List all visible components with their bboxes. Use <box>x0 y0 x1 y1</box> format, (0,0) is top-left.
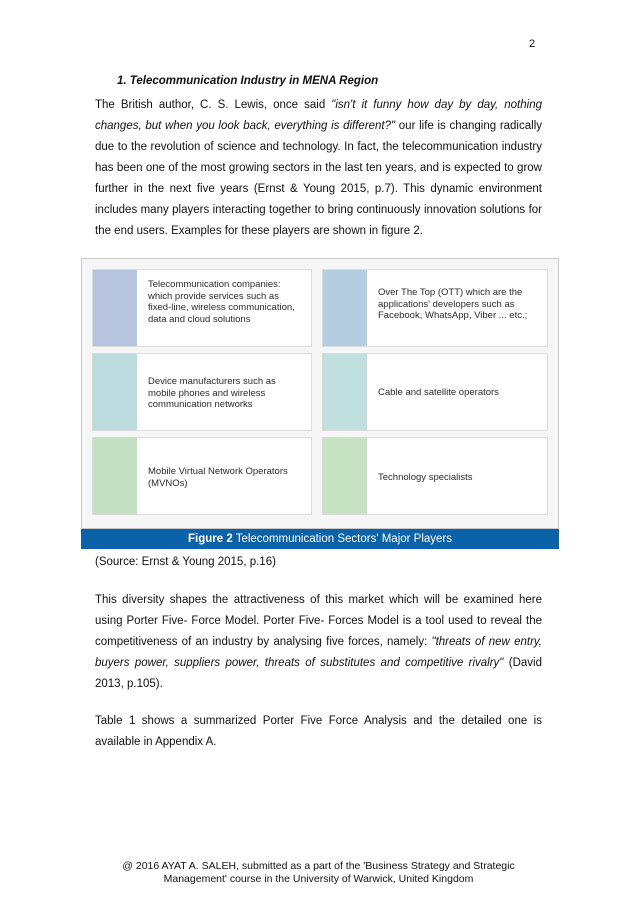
porter-text-end: (David 2013, p.105). <box>95 657 542 690</box>
porter-text-start: This diversity shapes the attractiveness of this market which will be examined here using Porter Five- Force Model. Porter Five- Forces Model is a tool used to reveal the competitiveness of an industry by analysing five forces, namely: <box>95 594 542 648</box>
figure-label: Figure 2 <box>187 533 233 545</box>
table-reference-paragraph: Table 1 shows a summarized Porter Five Force Analysis and the detailed one is available in Appendix A. <box>95 715 542 748</box>
card-color-tab <box>323 270 367 346</box>
figure-diagram <box>81 258 559 529</box>
card-text: Cable and satellite operators <box>378 387 499 398</box>
lewis-quote: "isn't it funny how day by day, nothing changes, but when you look back, everything is different?" <box>95 99 542 132</box>
footer-line-2: Management' course in the University of Warwick, United Kingdom <box>163 873 474 885</box>
footer-line-1: @ 2016 AYAT A. SALEH, submitted as a part of the 'Business Strategy and Strategic <box>122 860 515 872</box>
card-color-tab <box>93 438 137 514</box>
page-number: 2 <box>529 38 536 50</box>
figure-caption-text: Telecommunication Sectors' Major Players <box>232 533 453 545</box>
footer <box>95 860 542 886</box>
figure-caption <box>81 529 559 549</box>
card-ott <box>322 269 548 347</box>
card-text: Over The Top (OTT) which are the applications' developers such as Facebook, WhatsApp, Viber ... etc.; <box>378 287 528 321</box>
card-color-tab <box>323 438 367 514</box>
card-text: Telecommunication companies: which provide services such as fixed-line, wireless communication, data and cloud solutions <box>148 279 295 325</box>
card-mvno <box>92 437 312 515</box>
card-text: Device manufacturers such as mobile phones and wireless communication networks <box>148 376 276 410</box>
card-cable-satellite <box>322 353 548 431</box>
card-color-tab <box>93 354 137 430</box>
porter-paragraph <box>95 590 542 695</box>
intro-paragraph <box>95 95 542 242</box>
card-text: Mobile Virtual Network Operators (MVNOs) <box>148 466 288 489</box>
card-color-tab <box>323 354 367 430</box>
figure-source: (Source: Ernst & Young 2015, p.16) <box>95 556 276 568</box>
card-color-tab <box>93 270 137 346</box>
card-technology-specialists <box>322 437 548 515</box>
card-text: Technology specialists <box>378 472 473 483</box>
intro-text-start: The British author, C. S. Lewis, once said <box>95 99 332 111</box>
card-device-manufacturers <box>92 353 312 431</box>
intro-text-end: our life is changing radically due to the revolution of science and technology. In fact, the telecommunication industry has been one of the most growing sectors in the last ten years, and is expected to grow further in the next five years (Ernst & Young 2015, p.7). This dynamic environment includes many players interacting together to bring continuously innovation solutions for the end users. Examples for these players are shown in figure 2. <box>95 120 542 237</box>
card-telecom-companies <box>92 269 312 347</box>
section-heading: 1. Telecommunication Industry in MENA Region <box>117 75 379 87</box>
five-forces-quote: "threats of new entry, buyers power, suppliers power, threats of substitutes and competitive rivalry" <box>95 636 542 669</box>
